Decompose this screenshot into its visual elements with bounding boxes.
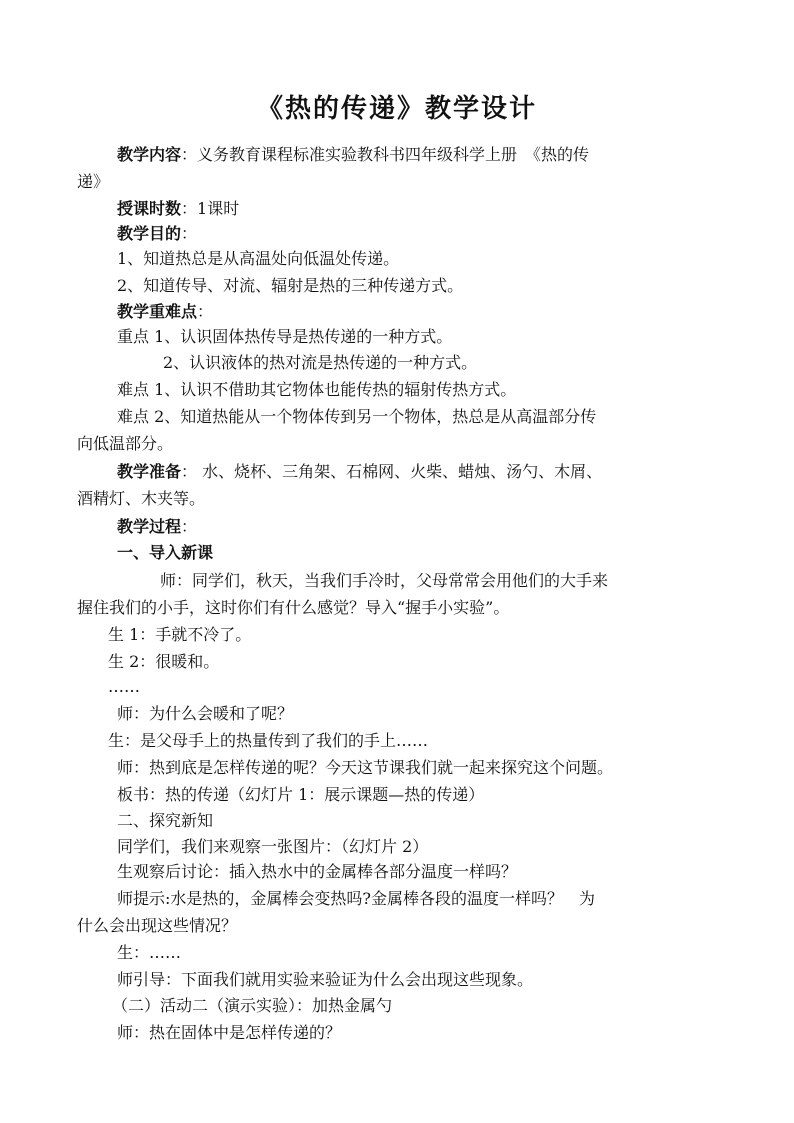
hours-label: 授课时数 <box>117 199 182 218</box>
teacher-hint-line-cont: 什么会出现这些情况？ <box>77 916 238 935</box>
goals-line <box>117 224 197 244</box>
student-line-2: 生 2：很暖和。 <box>108 652 220 671</box>
teacher-line-4: 同学们，我们来观察一张图片：（幻灯片 2） <box>117 837 429 856</box>
goal-2: 2、知道传导、对流、辐射是热的三种传递方式。 <box>117 276 464 295</box>
prep-value: ： 水、烧杯、三角架、石棉网、火柴、蜡烛、汤勺、木屑、 <box>181 462 603 481</box>
hours-line <box>117 199 239 219</box>
goals-label: 教学目的 <box>117 224 182 243</box>
key-point-1: 重点 1、认识固体热传导是热传递的一种方式。 <box>117 327 453 346</box>
goals-colon: ： <box>181 224 198 243</box>
keypoints-line <box>117 302 213 322</box>
process-line <box>117 517 197 537</box>
process-colon: ： <box>181 517 198 536</box>
process-label: 教学过程 <box>117 517 182 536</box>
content-value: ：义务教育课程标准实验教科书四年级科学上册 《热的传 <box>181 145 590 164</box>
student-line-4: 生观察后讨论：插入热水中的金属棒各部分温度一样吗？ <box>117 862 518 881</box>
activity-2-heading: （二）活动二（演示实验）：加热金属勺 <box>112 996 393 1015</box>
board-line: 板书：热的传递（幻灯片 1：展示课题—热的传递） <box>117 785 485 804</box>
content-label: 教学内容 <box>117 145 182 164</box>
content-value-cont: 递》 <box>77 172 110 191</box>
prep-line <box>117 462 602 482</box>
teacher-line-1-cont: 握住我们的小手，这时你们有什么感觉？导入“握手小实验”。 <box>77 598 510 617</box>
section-2-heading: 二、探究新知 <box>117 811 214 830</box>
teacher-line-6: 师：热在固体中是怎样传递的？ <box>117 1023 342 1042</box>
prep-label: 教学准备 <box>117 462 182 481</box>
student-line-3: 生：是父母手上的热量传到了我们的手上…… <box>108 731 429 750</box>
teacher-hint-line: 师提示:水是热的，金属棒会变热吗?金属棒各段的温度一样吗？ 为 <box>117 889 595 908</box>
keypoints-colon: ： <box>197 302 214 321</box>
ellipsis-line: …… <box>108 677 140 696</box>
hours-value: ：1课时 <box>181 199 240 218</box>
difficulty-2-cont: 向低温部分。 <box>77 434 174 453</box>
key-point-2: 2、认识液体的热对流是热传递的一种方式。 <box>163 353 478 372</box>
keypoints-label: 教学重难点 <box>117 302 198 321</box>
section-1-heading: 一、导入新课 <box>117 543 214 562</box>
goal-1: 1、知道热总是从高温处向低温处传递。 <box>117 249 400 268</box>
teacher-line-3: 师：热到底是怎样传递的呢？今天这节课我们就一起来探究这个问题。 <box>117 758 614 777</box>
prep-value-cont: 酒精灯、木夹等。 <box>77 489 206 508</box>
student-line-5: 生：…… <box>117 943 182 962</box>
difficulty-2: 难点 2、知道热能从一个物体传到另一个物体，热总是从高温部分传 <box>117 407 597 426</box>
student-line-1: 生 1：手就不冷了。 <box>108 625 252 644</box>
page-title: 《热的传递》教学设计 <box>256 94 537 124</box>
teacher-line-2: 师：为什么会暖和了呢？ <box>117 704 294 723</box>
content-line <box>117 145 589 165</box>
teacher-line-1: 师：同学们，秋天，当我们手冷时，父母常常会用他们的大手来 <box>160 571 609 590</box>
difficulty-1: 难点 1、认识不借助其它物体也能传热的辐射传热方式。 <box>117 380 517 399</box>
teacher-guide-line: 师引导：下面我们就用实验来验证为什么会出现这些现象。 <box>117 970 534 989</box>
